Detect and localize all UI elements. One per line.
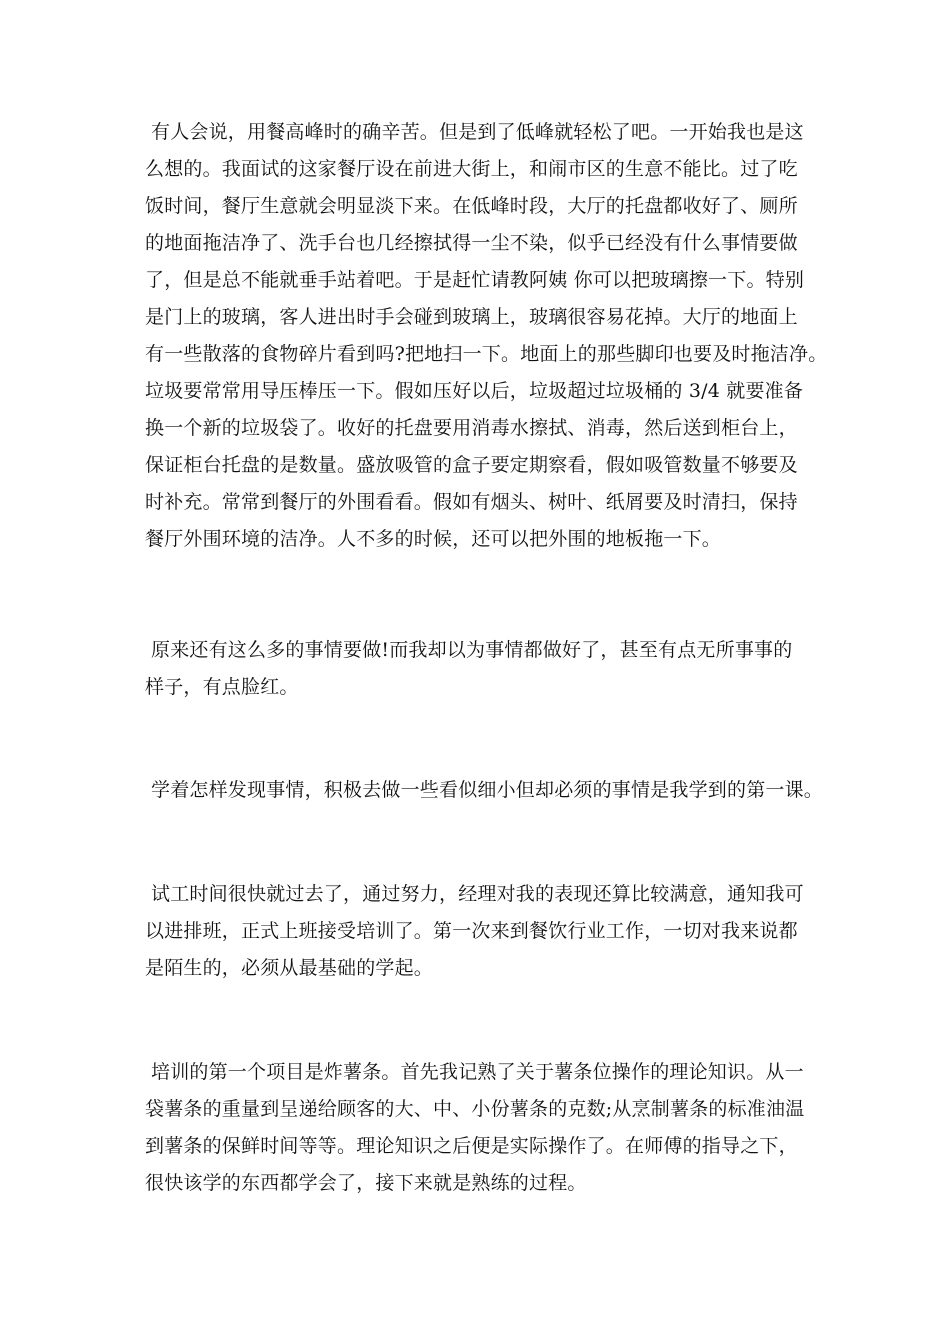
paragraph-1 [145,114,828,558]
text-line: 样子，有点脸红。 [145,676,299,698]
text-line: 换一个新的垃圾袋了。收好的托盘要用消毒水擦拭、消毒，然后送到柜台上， [145,417,798,439]
paragraph-5 [145,1054,825,1202]
paragraph-4 [145,876,825,987]
text-line: 以进排班，正式上班接受培训了。第一次来到餐饮行业工作，一切对我来说都 [145,920,798,942]
text-line: 有人会说，用餐高峰时的确辛苦。但是到了低峰就轻松了吧。一开始我也是这 [151,121,804,143]
text-line: 保证柜台托盘的是数量。盛放吸管的盒子要定期察看，假如吸管数量不够要及 [145,454,798,476]
text-line: 的地面拖洁净了、洗手台也几经擦拭得一尘不染，似乎已经没有什么事情要做 [145,232,798,254]
text-line: 原来还有这么多的事情要做!而我却以为事情都做好了，甚至有点无所事事的 [151,639,793,661]
text-line: 饭时间，餐厅生意就会明显淡下来。在低峰时段，大厅的托盘都收好了、厕所 [145,195,798,217]
text-line: 了，但是总不能就垂手站着吧。于是赶忙请教阿姨 你可以把玻璃擦一下。特别 [145,269,805,291]
text-line: 是陌生的，必须从最基础的学起。 [145,957,434,979]
text-line: 袋薯条的重量到呈递给顾客的大、中、小份薯条的克数;从烹制薯条的标准油温 [145,1098,805,1120]
text-line: 餐厅外围环境的洁净。人不多的时候，还可以把外围的地板拖一下。 [145,528,722,550]
text-line: 培训的第一个项目是炸薯条。首先我记熟了关于薯条位操作的理论知识。从一 [151,1061,804,1083]
text-line: 时补充。常常到餐厅的外围看看。假如有烟头、树叶、纸屑要及时清扫，保持 [145,491,798,513]
text-line: 有一些散落的食物碎片看到吗?把地扫一下。地面上的那些脚印也要及时拖洁净。 [145,343,828,365]
text-line: 到薯条的保鲜时间等等。理论知识之后便是实际操作了。在师傅的指导之下， [145,1135,798,1157]
paragraph-2 [145,632,825,706]
text-line: 是门上的玻璃，客人进出时手会碰到玻璃上，玻璃很容易花掉。大厅的地面上 [145,306,798,328]
paragraph-3 [145,772,825,809]
text-line: 么想的。我面试的这家餐厅设在前进大街上，和闹市区的生意不能比。过了吃 [145,158,798,180]
text-line: 试工时间很快就过去了，通过努力，经理对我的表现还算比较满意，通知我可 [151,883,804,905]
text-line: 垃圾要常常用导压棒压一下。假如压好以后，垃圾超过垃圾桶的 3/4 就要准备 [145,380,804,402]
text-line: 学着怎样发现事情，积极去做一些看似细小但却必须的事情是我学到的第一课。 [151,779,824,801]
text-line: 很快该学的东西都学会了，接下来就是熟练的过程。 [145,1172,587,1194]
